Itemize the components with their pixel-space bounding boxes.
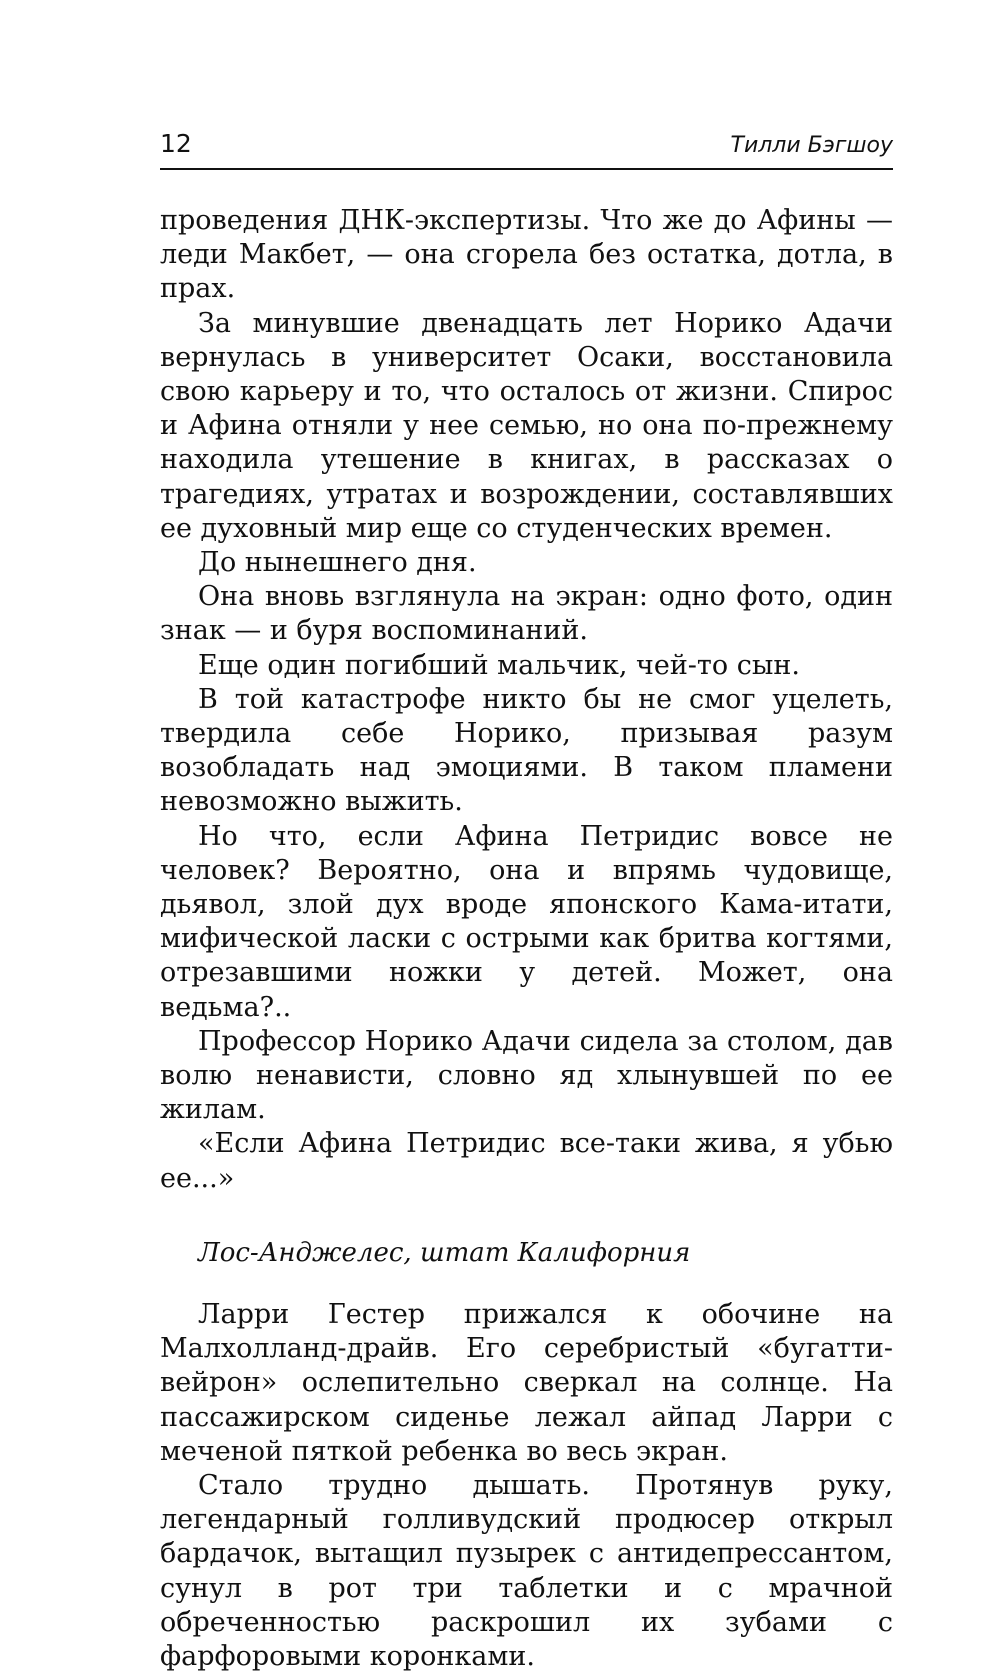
page-number: 12 <box>160 129 192 158</box>
section-heading: Лос-Анджелес, штат Калифорния <box>198 1237 691 1268</box>
running-head <box>160 128 893 170</box>
paragraph: проведения ДНК-экспертизы. Что же до Афины — леди Макбет, — она сгорела без остатка, дотла, в прах. <box>160 205 893 305</box>
body-text <box>160 204 893 1674</box>
paragraph: «Если Афина Петридис все-таки жива, я убью ее...» <box>160 1128 893 1194</box>
paragraph: До нынешнего дня. <box>198 547 477 579</box>
paragraph: Но что, если Афина Петридис вовсе не человек? Вероятно, она и впрямь чудовище, дьявол, злой дух вроде японского Кама-итати, мифической ласки с острыми как бритва когтями, отрезавшими ножки у детей. Может, она ведьма?.. <box>160 820 893 1023</box>
paragraph: За минувшие двенадцать лет Норико Адачи вернулась в университет Осаки, восстановила свою карьеру и то, что осталось от жизни. Спирос и Афина отняли у нее семью, но она по-прежнему находила утешение в книгах, в рассказах о трагедиях, утратах и возрождении, составлявших ее духовный мир еще со студенческих времен. <box>160 307 893 544</box>
paragraph: Профессор Норико Адачи сидела за столом, дав волю ненависти, словно яд хлынувшей по ее жилам. <box>160 1025 893 1126</box>
paragraph: Еще один погибший мальчик, чей-то сын. <box>198 649 800 681</box>
paragraph: Она вновь взглянула на экран: одно фото, один знак — и буря воспоминаний. <box>160 581 893 647</box>
paragraph: Стало трудно дышать. Протянув руку, легендарный голливудский продюсер открыл бардачок, вытащил пузырек с антидепрессантом, сунул в рот три таблетки и с мрачной обреченностью раскрошил их зубами с фарфоровыми коронками. <box>160 1469 893 1672</box>
paragraph: В той катастрофе никто бы не смог уцелеть, твердила себе Норико, призывая разум возобладать над эмоциями. В таком пламени невозможно выжить. <box>160 683 893 818</box>
paragraph: Ларри Гестер прижался к обочине на Малхолланд-драйв. Его серебристый «бугатти-вейрон» ослепительно сверкал на солнце. На пассажирском сиденье лежал айпад Ларри с меченой пяткой ребенка во весь экран. <box>160 1298 893 1467</box>
author-name: Тилли Бэгшоу <box>730 133 893 158</box>
